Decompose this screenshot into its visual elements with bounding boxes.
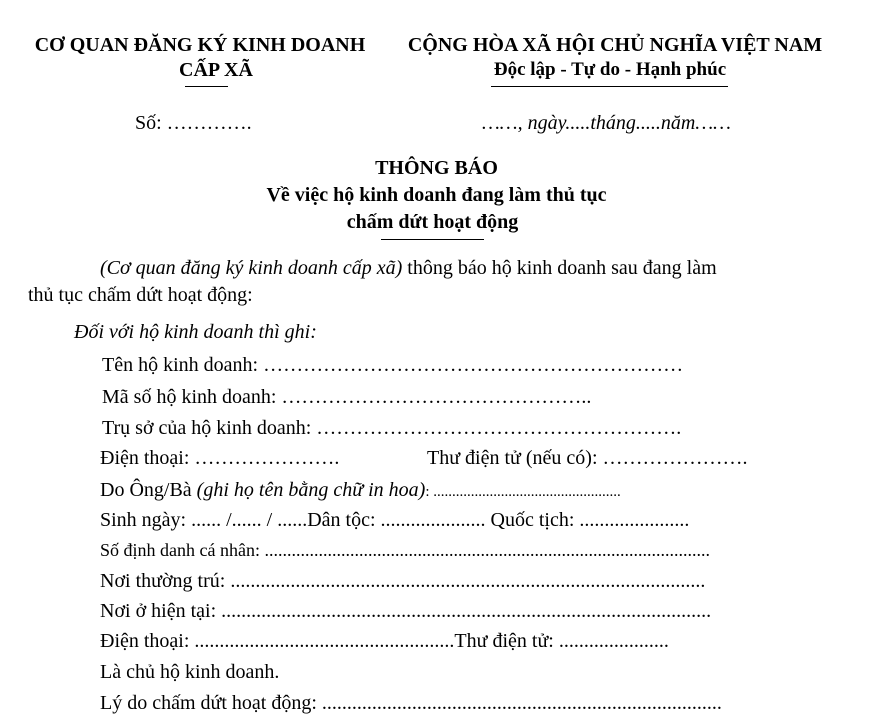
document-title: THÔNG BÁO xyxy=(375,157,498,179)
field-email: Thư điện tử (nếu có): …………………. xyxy=(427,447,748,469)
field-note: Đối với hộ kinh doanh thì ghi: xyxy=(74,321,317,343)
field-business-code: Mã số hộ kinh doanh: ……………………………………….. xyxy=(102,386,592,408)
agency-level: CẤP XÃ xyxy=(179,59,253,81)
document-subtitle: chấm dứt hoạt động xyxy=(346,211,519,233)
field-owner xyxy=(100,478,621,504)
motto: Độc lập - Tự do - Hạnh phúc xyxy=(493,59,727,80)
field-phone-email: Điện thoại: ....................................................Thư điện tử: ...................... xyxy=(100,630,669,652)
field-residence: Nơi thường trú: ............................................................................................... xyxy=(100,570,706,592)
field-owner-role: Là chủ hộ kinh doanh. xyxy=(100,661,280,683)
intro-line xyxy=(100,256,717,280)
owner-dots: : .................................................. xyxy=(425,484,621,500)
document-subtitle: Về việc hộ kinh doanh đang làm thủ tục xyxy=(266,184,607,206)
field-birth: Sinh ngày: ...... /...... / ......Dân tộc: ..................... Quốc tịch: ...................... xyxy=(100,509,690,531)
field-current-address: Nơi ở hiện tại: .................................................................................................. xyxy=(100,600,712,622)
document-date: ……, ngày.....tháng.....năm…… xyxy=(482,112,731,134)
field-id: Số định danh cá nhân: ................................................................................................... xyxy=(100,540,710,560)
agency-placeholder: (Cơ quan đăng ký kinh doanh cấp xã) xyxy=(100,257,403,279)
field-phone: Điện thoại: …………………. xyxy=(100,447,340,469)
divider xyxy=(185,86,228,87)
owner-label: Do Ông/Bà xyxy=(100,479,197,501)
intro-line: thủ tục chấm dứt hoạt động: xyxy=(28,284,253,306)
divider xyxy=(491,86,728,87)
field-office: Trụ sở của hộ kinh doanh: ………………………………………………. xyxy=(102,417,682,439)
owner-note: (ghi họ tên bằng chữ in hoa) xyxy=(196,479,426,501)
agency-name: CƠ QUAN ĐĂNG KÝ KINH DOANH xyxy=(34,34,366,56)
divider xyxy=(381,239,484,240)
document-number: Số: …………. xyxy=(135,112,252,134)
field-business-name: Tên hộ kinh doanh: ……………………………………………………… xyxy=(102,354,684,376)
intro-text: thông báo hộ kinh doanh sau đang làm xyxy=(402,257,717,279)
field-reason: Lý do chấm dứt hoạt động: ................................................................................ xyxy=(100,692,722,714)
nation-name: CỘNG HÒA XÃ HỘI CHỦ NGHĨA VIỆT NAM xyxy=(407,34,823,56)
